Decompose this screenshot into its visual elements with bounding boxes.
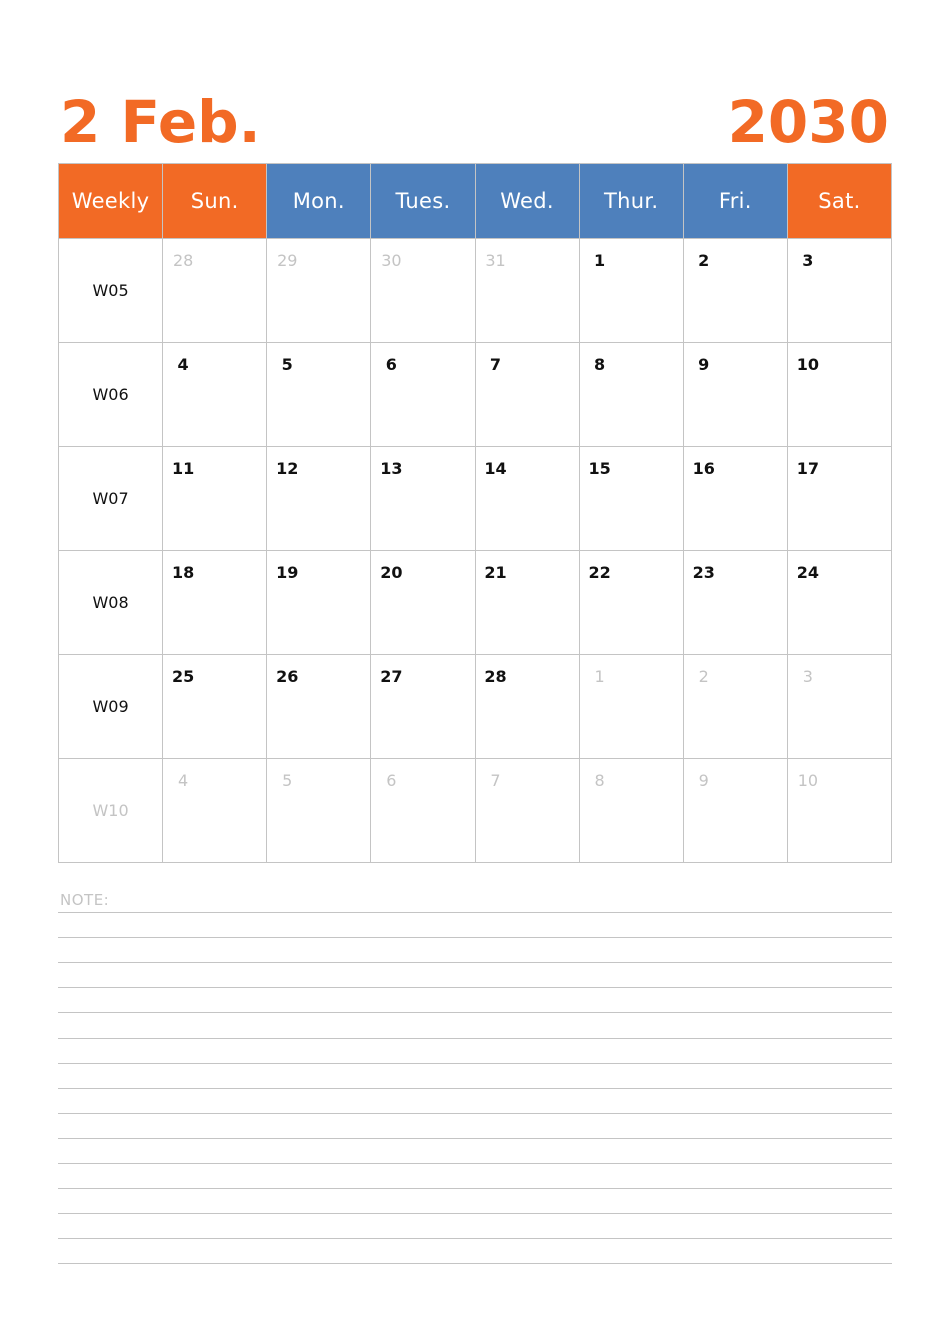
note-line [58, 1088, 892, 1089]
day-cell[interactable] [683, 551, 787, 655]
week-row [59, 655, 892, 759]
day-cell[interactable] [579, 655, 683, 759]
day-cell[interactable] [371, 343, 475, 447]
day-cell[interactable] [371, 759, 475, 863]
day-number: 9 [698, 771, 709, 790]
note-label: NOTE: [60, 891, 110, 909]
day-cell[interactable] [267, 447, 371, 551]
day-number: 7 [490, 771, 501, 790]
day-number: 15 [588, 459, 611, 478]
week-number: W06 [59, 343, 163, 447]
day-number: 25 [171, 667, 195, 686]
weekday-header: Wed. [475, 164, 579, 239]
day-cell[interactable] [579, 343, 683, 447]
day-number: 18 [171, 563, 195, 582]
day-number: 20 [380, 563, 403, 582]
weekday-header: Tues. [371, 164, 475, 239]
day-cell[interactable] [787, 551, 891, 655]
week-row [59, 551, 892, 655]
weekday-header: Sat. [787, 164, 891, 239]
weekly-column-header: Weekly [59, 164, 163, 239]
day-cell[interactable] [579, 551, 683, 655]
note-line [58, 1163, 892, 1164]
day-number: 21 [484, 563, 507, 582]
week-number: W05 [59, 239, 163, 343]
day-number: 1 [594, 667, 605, 686]
calendar-grid [58, 163, 892, 863]
day-number: 5 [281, 355, 293, 374]
note-line [58, 1138, 892, 1139]
day-cell[interactable] [371, 239, 475, 343]
day-number: 28 [172, 251, 194, 270]
day-number: 28 [484, 667, 507, 686]
day-cell[interactable] [683, 759, 787, 863]
day-cell[interactable] [371, 655, 475, 759]
day-number: 6 [385, 355, 397, 374]
day-cell[interactable] [787, 759, 891, 863]
day-number: 26 [276, 667, 299, 686]
note-line [58, 1063, 892, 1064]
day-cell[interactable] [475, 447, 579, 551]
day-number: 23 [692, 563, 715, 582]
day-cell[interactable] [475, 551, 579, 655]
day-cell[interactable] [683, 239, 787, 343]
calendar-body [59, 239, 892, 863]
week-number: W07 [59, 447, 163, 551]
day-number: 13 [380, 459, 403, 478]
day-cell[interactable] [579, 447, 683, 551]
day-number: 8 [594, 771, 605, 790]
day-number: 9 [698, 355, 710, 374]
weekday-header-row [59, 164, 892, 239]
day-cell[interactable] [787, 239, 891, 343]
day-number: 30 [381, 251, 402, 270]
day-number: 14 [484, 459, 507, 478]
week-row [59, 759, 892, 863]
day-number: 19 [276, 563, 299, 582]
day-cell[interactable] [267, 655, 371, 759]
day-number: 2 [698, 251, 710, 270]
day-number: 27 [380, 667, 403, 686]
day-cell[interactable] [371, 447, 475, 551]
day-cell[interactable] [683, 655, 787, 759]
day-number: 5 [282, 771, 293, 790]
day-number: 2 [698, 667, 709, 686]
day-number: 22 [588, 563, 611, 582]
day-cell[interactable] [163, 239, 267, 343]
weekday-header: Sun. [163, 164, 267, 239]
day-number: 24 [796, 563, 819, 582]
day-cell[interactable] [163, 551, 267, 655]
note-line [58, 987, 892, 988]
week-number: W08 [59, 551, 163, 655]
note-line [58, 1113, 892, 1114]
note-line [58, 1263, 892, 1264]
note-line [58, 1038, 892, 1039]
day-cell[interactable] [267, 551, 371, 655]
day-cell[interactable] [787, 343, 891, 447]
day-number: 3 [802, 251, 814, 270]
note-line [58, 1012, 892, 1013]
weekday-header: Fri. [683, 164, 787, 239]
day-cell[interactable] [683, 447, 787, 551]
day-number: 4 [177, 355, 189, 374]
day-cell[interactable] [163, 343, 267, 447]
weekday-header: Thur. [579, 164, 683, 239]
day-number: 8 [594, 355, 606, 374]
year-title: 2030 [727, 88, 889, 156]
day-number: 12 [276, 459, 299, 478]
day-cell[interactable] [579, 239, 683, 343]
day-number: 31 [485, 251, 506, 270]
day-cell[interactable] [787, 655, 891, 759]
note-line [58, 937, 892, 938]
week-row [59, 343, 892, 447]
day-cell[interactable] [371, 551, 475, 655]
week-number: W09 [59, 655, 163, 759]
note-line [58, 1213, 892, 1214]
day-number: 16 [692, 459, 715, 478]
day-cell[interactable] [475, 239, 579, 343]
day-cell[interactable] [163, 447, 267, 551]
month-title: 2 Feb. [60, 88, 261, 156]
day-number: 29 [277, 251, 298, 270]
note-line [58, 912, 892, 913]
day-cell[interactable] [163, 759, 267, 863]
day-cell[interactable] [579, 759, 683, 863]
day-cell[interactable] [787, 447, 891, 551]
day-number: 7 [489, 355, 502, 374]
day-cell[interactable] [267, 239, 371, 343]
note-line [58, 1238, 892, 1239]
day-cell[interactable] [267, 759, 371, 863]
day-number: 17 [796, 459, 819, 478]
note-line [58, 962, 892, 963]
day-cell[interactable] [267, 343, 371, 447]
day-cell[interactable] [683, 343, 787, 447]
week-row [59, 239, 892, 343]
day-number: 1 [594, 251, 606, 270]
day-cell[interactable] [163, 655, 267, 759]
day-number: 10 [796, 355, 819, 374]
week-row [59, 447, 892, 551]
day-cell[interactable] [475, 655, 579, 759]
day-number: 10 [797, 771, 819, 790]
day-number: 4 [178, 771, 189, 790]
note-line [58, 1188, 892, 1189]
day-cell[interactable] [475, 759, 579, 863]
day-cell[interactable] [475, 343, 579, 447]
day-number: 3 [802, 667, 813, 686]
weekday-header: Mon. [267, 164, 371, 239]
day-number: 11 [171, 459, 195, 478]
day-number: 6 [386, 771, 397, 790]
week-number: W10 [59, 759, 163, 863]
